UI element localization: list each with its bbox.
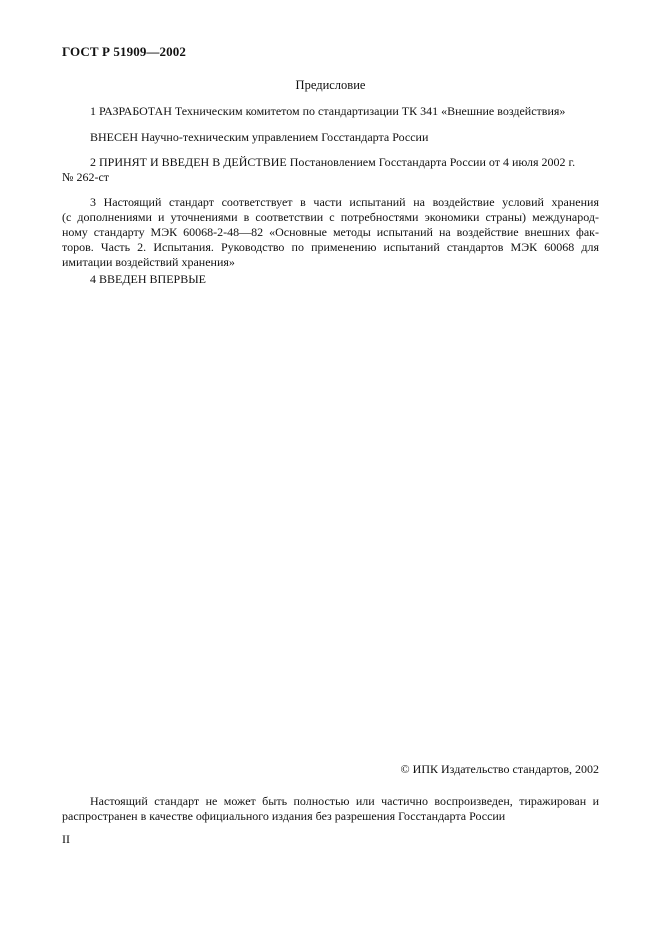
- page-number: II: [62, 832, 70, 846]
- item-2: [62, 155, 599, 185]
- document-header: ГОСТ Р 51909—2002: [62, 44, 186, 59]
- item-4: [62, 272, 599, 287]
- item-3: [62, 195, 599, 270]
- item-introduced: [62, 130, 599, 145]
- notice-line-2: распространен в качестве официального издания без разрешения Госстандарта России: [62, 809, 506, 823]
- notice-line-1: Настоящий стандарт не может быть полностью или частично воспроизведен, тиражирован и: [90, 794, 599, 808]
- section-title: Предисловие: [295, 78, 366, 92]
- item-3-line-5: имитации воздействий хранения»: [62, 255, 235, 269]
- item-1-line-1: 1 РАЗРАБОТАН Техническим комитетом по стандартизации ТК 341 «Внешние воздействия»: [90, 104, 566, 118]
- item-3-line-3: ному стандарту МЭК 60068-2-48—82 «Основные методы испытаний на воздействие внешних фак-: [62, 225, 599, 239]
- item-2-line-1: 2 ПРИНЯТ И ВВЕДЕН В ДЕЙСТВИЕ Постановлением Госстандарта России от 4 июля 2002 г.: [90, 155, 576, 169]
- item-2-line-2: № 262-ст: [62, 170, 110, 184]
- item-3-line-4: торов. Часть 2. Испытания. Руководство по применению испытаний стандартов МЭК 60068 для: [62, 240, 599, 254]
- item-4-line-1: 4 ВВЕДЕН ВПЕРВЫЕ: [90, 272, 206, 286]
- item-3-line-2: (с дополнениями и уточнениями в соответствии с потребностями экономики страны) международ-: [62, 210, 599, 224]
- item-introduced-line-1: ВНЕСЕН Научно-техническим управлением Госстандарта России: [90, 130, 429, 144]
- reproduction-notice: [62, 794, 599, 824]
- copyright-notice: © ИПК Издательство стандартов, 2002: [400, 762, 599, 776]
- item-1: [62, 104, 599, 119]
- item-3-line-1: 3 Настоящий стандарт соответствует в части испытаний на воздействие условий хранения: [90, 195, 599, 209]
